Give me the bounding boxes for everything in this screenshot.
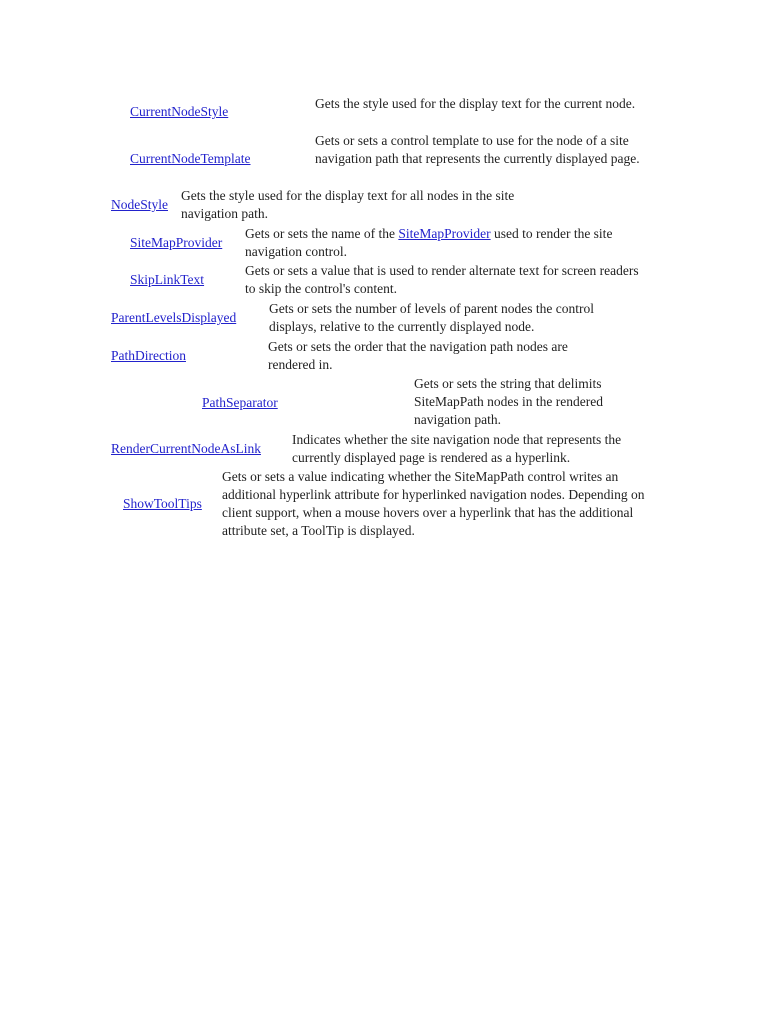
property-description-show-tool-tips: Gets or sets a value indicating whether the SiteMapPath control writes an additional hyperlink attribute for hyperlinked navigation nodes. Depending on client support, when a mouse hovers over a hyperlink that has the additional attribute set, a ToolTip is displayed. — [222, 469, 645, 538]
property-link-current-node-template[interactable]: CurrentNodeTemplate — [130, 151, 251, 166]
property-description-path-direction: Gets or sets the order that the navigation path nodes are rendered in. — [268, 339, 568, 372]
property-description-skip-link-text: Gets or sets a value that is used to render alternate text for screen readers to skip the control's content. — [245, 263, 639, 296]
property-description-current-node-template: Gets or sets a control template to use for the node of a site navigation path that represents the currently displayed page. — [315, 133, 640, 166]
property-link-site-map-provider[interactable]: SiteMapProvider — [130, 235, 223, 250]
property-link-current-node-style[interactable]: CurrentNodeStyle — [130, 104, 229, 119]
property-description-current-node-style: Gets the style used for the display text for the current node. — [315, 96, 636, 111]
description-text-before: Gets or sets the name of the — [245, 226, 399, 241]
property-description-parent-levels-displayed: Gets or sets the number of levels of parent nodes the control displays, relative to the currently displayed node. — [269, 301, 595, 334]
description-text-after: used to render the site navigation control. — [245, 226, 613, 259]
property-description-path-separator: Gets or sets the string that delimits SiteMapPath nodes in the rendered navigation path. — [414, 376, 603, 427]
property-link-node-style[interactable]: NodeStyle — [111, 197, 168, 212]
property-link-skip-link-text[interactable]: SkipLinkText — [130, 272, 205, 287]
property-link-parent-levels-displayed[interactable]: ParentLevelsDisplayed — [111, 310, 237, 325]
property-description-site-map-provider — [245, 225, 665, 261]
property-link-render-current-node-as-link[interactable]: RenderCurrentNodeAsLink — [111, 441, 261, 456]
property-description-node-style: Gets the style used for the display text for all nodes in the site navigation path. — [181, 188, 515, 221]
property-link-path-separator[interactable]: PathSeparator — [202, 395, 278, 410]
property-description-render-current-node-as-link: Indicates whether the site navigation node that represents the currently displayed page is rendered as a hyperlink. — [292, 432, 622, 465]
site-map-provider-inline-link[interactable]: SiteMapProvider — [398, 226, 491, 241]
property-link-show-tool-tips[interactable]: ShowToolTips — [123, 496, 202, 511]
property-link-path-direction[interactable]: PathDirection — [111, 348, 186, 363]
